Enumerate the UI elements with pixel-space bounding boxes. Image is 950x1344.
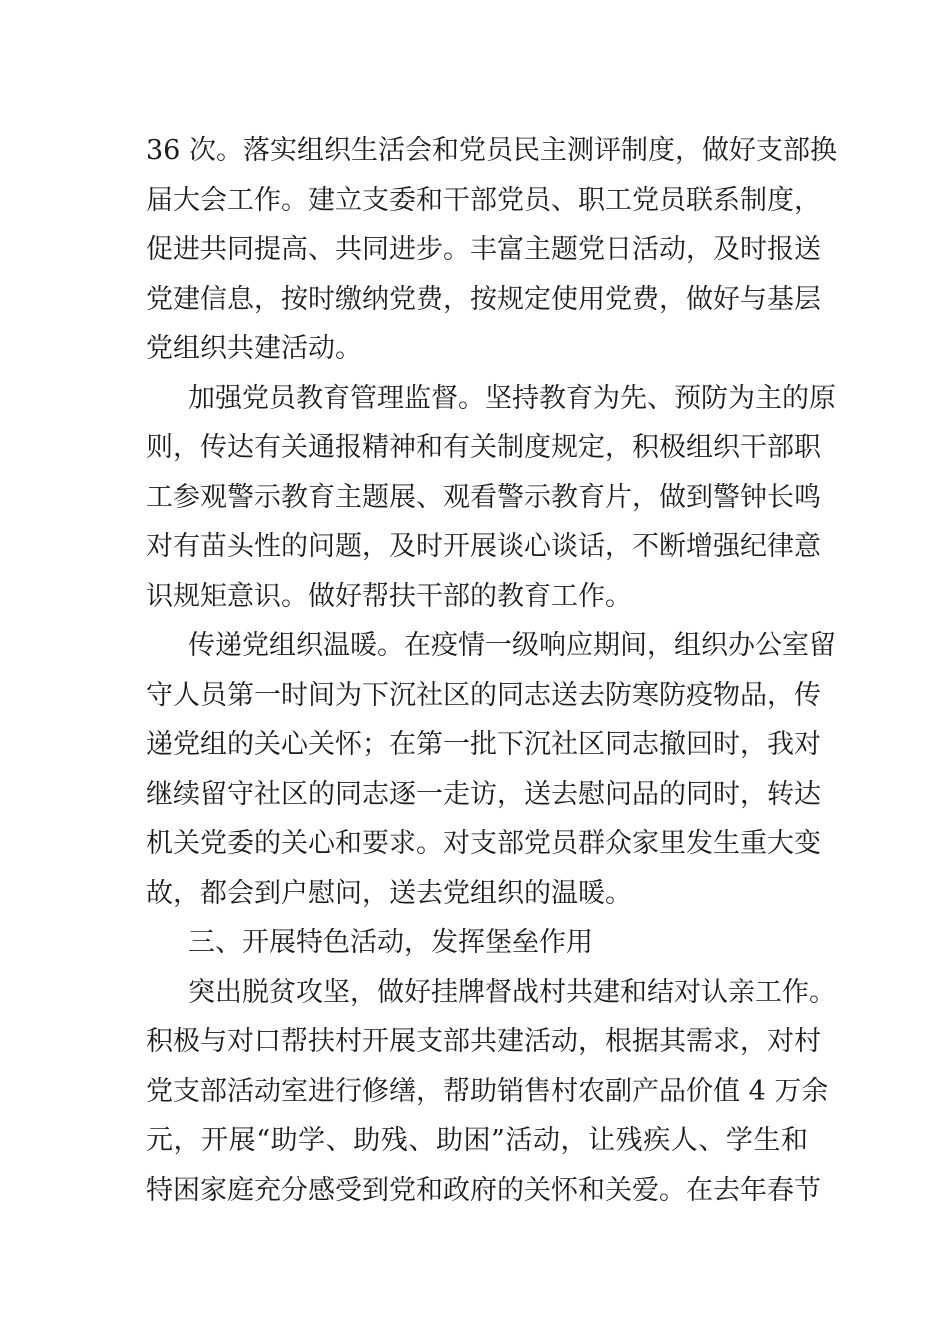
- text-line: 机关党委的关心和要求。对支部党员群众家里发生重大变: [146, 828, 821, 859]
- text-line: 识规矩意识。做好帮扶干部的教育工作。: [146, 580, 632, 612]
- text-line: 突出脱贫攻坚，做好挂牌督战村共建和结对认亲工作。: [188, 976, 836, 1008]
- text-line: 积极与对口帮扶村开展支部共建活动，根据其需求，对村: [146, 1026, 821, 1057]
- text-line: 党建信息，按时缴纳党费，按规定使用党费，做好与基层: [146, 283, 821, 315]
- text-line: 则，传达有关通报精神和有关制度规定，积极组织干部职: [146, 432, 821, 463]
- text-line: 对有苗头性的问题，及时开展谈心谈话，不断增强纪律意: [146, 531, 821, 562]
- text-line: 党组织共建活动。: [146, 333, 362, 364]
- text-line: 传递党组织温暖。在疫情一级响应期间，组织办公室留: [188, 630, 836, 661]
- text-line: 守人员第一时间为下沉社区的同志送去防寒防疫物品，传: [146, 679, 821, 711]
- text-line: 工参观警示教育主题展、观看警示教育片，做到警钟长鸣: [146, 481, 821, 513]
- text-line: 加强党员教育管理监督。坚持教育为先、预防为主的原: [188, 382, 836, 414]
- text-line: 党支部活动室进行修缮，帮助销售村农副产品价值 4 万余: [146, 1075, 829, 1107]
- text-line: 元，开展“助学、助残、助困”活动，让残疾人、学生和: [146, 1125, 808, 1156]
- text-line: 故，都会到户慰问，送去党组织的温暖。: [146, 877, 632, 909]
- body-text: [146, 126, 837, 1215]
- text-line: 特困家庭充分感受到党和政府的关怀和关爱。在去年春节: [146, 1174, 821, 1206]
- text-line: 促进共同提高、共同进步。丰富主题党日活动，及时报送: [146, 234, 821, 265]
- text-line: 36 次。落实组织生活会和党员民主测评制度，做好支部换: [146, 135, 837, 166]
- text-line: 递党组的关心关怀；在第一批下沉社区同志撤回时，我对: [146, 729, 821, 760]
- text-line: 三、开展特色活动，发挥堡垒作用: [188, 927, 593, 958]
- text-line: 继续留守社区的同志逐一走访，送去慰问品的同时，转达: [146, 778, 821, 810]
- text-line: 届大会工作。建立支委和干部党员、职工党员联系制度，: [146, 184, 821, 216]
